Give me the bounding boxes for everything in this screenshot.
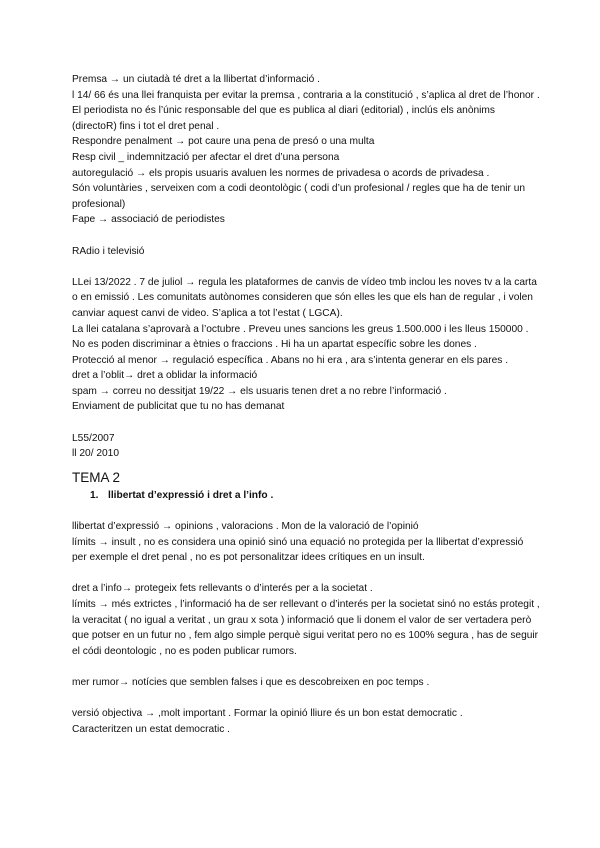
spacer	[72, 566, 540, 582]
text-line: Protecció al menor → regulació específica . Abans no hi era , ara s’intenta generar en els pares .	[72, 354, 509, 366]
spacer	[72, 462, 540, 469]
subheading-number: 1.	[90, 489, 99, 501]
law-reference: ll 20/ 2010	[72, 448, 120, 460]
tema-subheading	[90, 488, 540, 504]
text-line: Respondre penalment → pot caure una pena de presó o una multa	[72, 136, 375, 148]
spacer	[72, 659, 540, 675]
spacer	[72, 503, 540, 519]
text-line: versió objectiva → ,molt important . Formar la opinió lliure és un bon estat democratic .	[72, 708, 463, 720]
law-reference: L55/2007	[72, 432, 115, 444]
text-line: Caracteritzen un estat democratic .	[72, 723, 230, 735]
text-line: llibertat d’expressió → opinions , valoracions . Mon de la valoració de l’opinió	[72, 521, 419, 533]
text-line: No es poden discriminar a ètnies o fraccions . Hi ha un apartat específic sobre les dones .	[72, 339, 477, 351]
text-line: LLei 13/2022 . 7 de juliol → regula les plataformes de canvis de vídeo tmb inclou les noves tv a la carta o en emissió . Les comunitats autònomes consideren que són elles les que els han de regular , i volen canviar aquest canvi de video. S’aplica a tot l’estat ( LGCA).	[72, 276, 537, 319]
spacer	[72, 259, 540, 275]
text-line: Són voluntàries , serveixen com a codi deontològic ( codi d’un profesional / regles que ha de tenir un profesional)	[72, 183, 526, 210]
text-line: límits → insult , no es considera una opinió sinó una equació no protegida per la llibertat d’expressió per exemple el dret penal , no es pot personalitzar idees crítiques en un insult.	[72, 536, 524, 564]
subheading-text: llibertat d’expressió i dret a l’info .	[108, 489, 274, 501]
section-heading: RAdio i televisió	[72, 245, 145, 257]
text-line: Resp civil _ indemnització per afectar el dret d’una persona	[72, 151, 340, 163]
spacer	[72, 415, 540, 431]
text-line: Enviament de publicitat que tu no has demanat	[72, 401, 285, 413]
spacer	[72, 691, 540, 707]
text-line: dret a l’oblit→ dret a oblidar la informació	[72, 370, 258, 382]
text-line: límits → més extrictes , l’informació ha de ser rellevant o d’interés per la societat sinó no estás protegit , la veracitat ( no igual a veritat , un grau x sota ) informació que li donem el valor de ser vertadera però que potser en un futur no , fem algo simple perquè sigui veritat pero no es 100% segura , has de seguir el códi deontologic , no es poden publicar rumors.	[72, 599, 540, 657]
text-line: dret a l’info→ protegeix fets rellevants o d’interés per a la societat .	[72, 583, 373, 595]
text-line: La llei catalana s’aprovarà a l’octubre . Preveu unes sancions les greus 1.500.000 i les lleus 150000 .	[72, 323, 529, 335]
text-line: spam → correu no dessitjat 19/22 → els usuaris tenen dret a no rebre l’informació .	[72, 385, 447, 397]
text-line: mer rumor→ notícies que semblen falses i que es descobreixen en poc temps .	[72, 676, 430, 688]
text-line: Premsa → un ciutadà té dret a la llibertat d’informació .	[72, 74, 321, 85]
document-page	[72, 72, 540, 737]
text-line: Fape → associació de periodistes	[72, 214, 225, 226]
tema-title: TEMA 2	[72, 469, 121, 485]
text-line: autoregulació → els propis usuaris avaluen les normes de privadesa o acords de privadesa .	[72, 167, 490, 179]
spacer	[72, 228, 540, 244]
text-line: l 14/ 66 és una llei franquista per evitar la premsa , contraria a la constitució , s’aplica al dret de l’honor . El periodista no és l’únic responsable del que es publica al diari (editorial) , inclús els anònims (directoR) fins i tot el dret penal .	[72, 89, 540, 132]
